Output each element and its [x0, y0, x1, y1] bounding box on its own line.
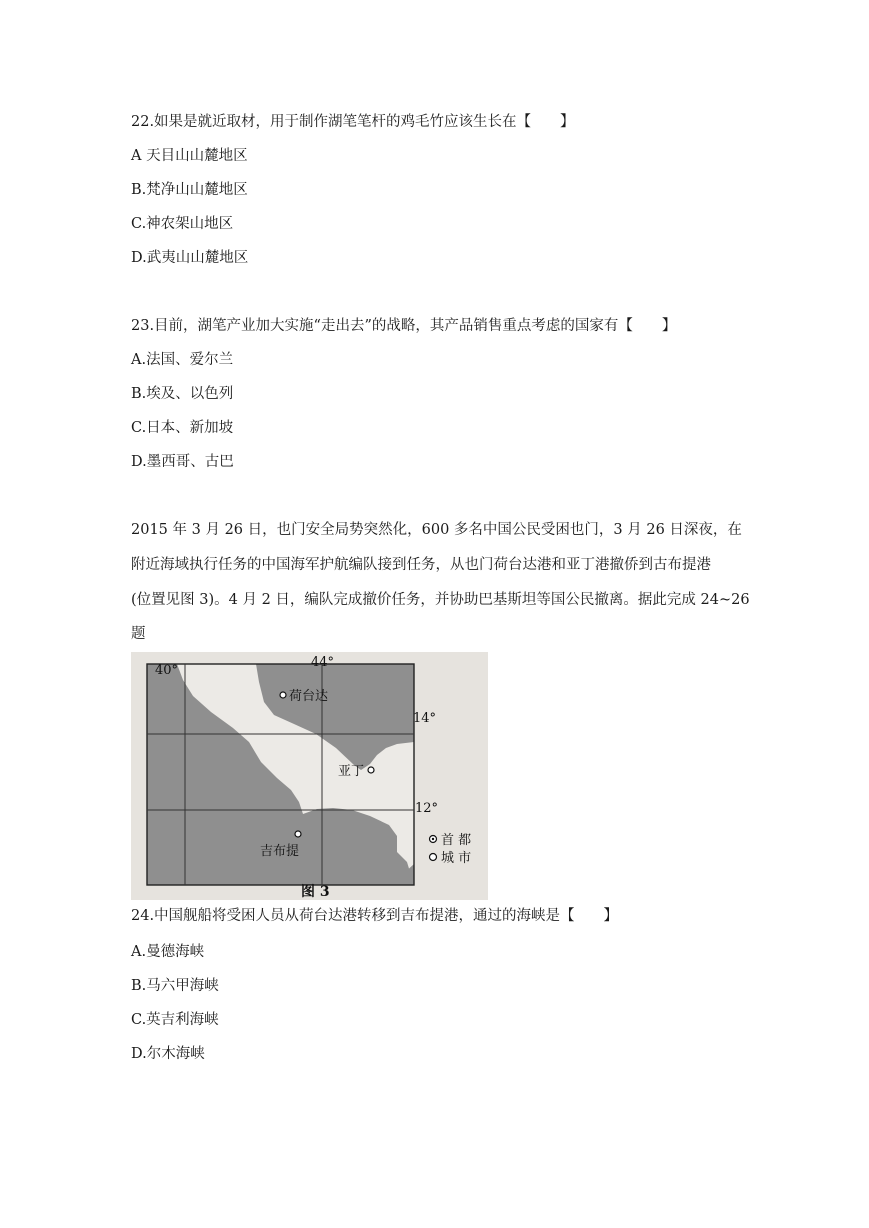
q24-option-a: A.曼德海峡: [131, 944, 205, 960]
map-figure: [131, 652, 488, 900]
q23-option-b: B.埃及、以色列: [131, 386, 234, 402]
q23-option-c: C.日本、新加坡: [131, 420, 234, 436]
q24-option-d: D.尔木海峡: [131, 1046, 205, 1062]
q22-stem: 22.如果是就近取材，用于制作湖笔笔杆的鸡毛竹应该生长在【 】: [131, 114, 575, 130]
q22-option-c: C.神农架山地区: [131, 216, 234, 232]
q22-option-a: A 天目山山麓地区: [131, 148, 248, 164]
passage-line-1: 2015 年 3 月 26 日，也门安全局势突然化，600 多名中国公民受困也门，3 月 26 日深夜，在: [131, 522, 742, 538]
map-lat-label-12: 12°: [415, 801, 439, 816]
legend-city-icon: [430, 854, 437, 861]
q22-option-b: B.梵净山山麓地区: [131, 182, 248, 198]
map-caption: 图 3: [301, 884, 330, 900]
map-lon-label-44: 44°: [311, 655, 335, 670]
q24-stem: 24.中国舰船将受困人员从荷台达港转移到吉布提港，通过的海峡是【 】: [131, 908, 619, 924]
city-label-hodeidah: 荷台达: [289, 689, 329, 704]
passage-line-2: 附近海域执行任务的中国海军护航编队接到任务，从也门荷台达港和亚丁港撤侨到古布提港: [131, 557, 711, 573]
q23-stem: 23.目前，湖笔产业加大实施“走出去”的战略，其产品销售重点考虑的国家有【 】: [131, 318, 677, 334]
q24-option-c: C.英吉利海峡: [131, 1012, 219, 1028]
map-lat-label-14: 14°: [413, 711, 437, 726]
q24-option-b: B.马六甲海峡: [131, 978, 219, 994]
q22-option-d: D.武夷山山麓地区: [131, 250, 249, 266]
map-lon-label-40: 40°: [155, 663, 179, 678]
legend-capital-label: 首 都: [441, 833, 472, 848]
city-label-aden: 亚丁: [338, 764, 365, 779]
passage-line-4: 题: [131, 626, 146, 642]
q23-option-a: A.法国、爱尔兰: [131, 352, 234, 368]
city-label-djibouti: 吉布提: [260, 844, 300, 859]
city-marker-hodeidah: [280, 692, 286, 698]
legend-city-label: 城 市: [441, 851, 472, 866]
city-marker-djibouti: [295, 831, 301, 837]
q23-option-d: D.墨西哥、古巴: [131, 454, 234, 470]
passage-line-3: (位置见图 3)。4 月 2 日，编队完成撤价任务，并协助巴基斯坦等国公民撤离。据此完成 24~26: [131, 592, 750, 608]
city-marker-aden: [368, 767, 374, 773]
